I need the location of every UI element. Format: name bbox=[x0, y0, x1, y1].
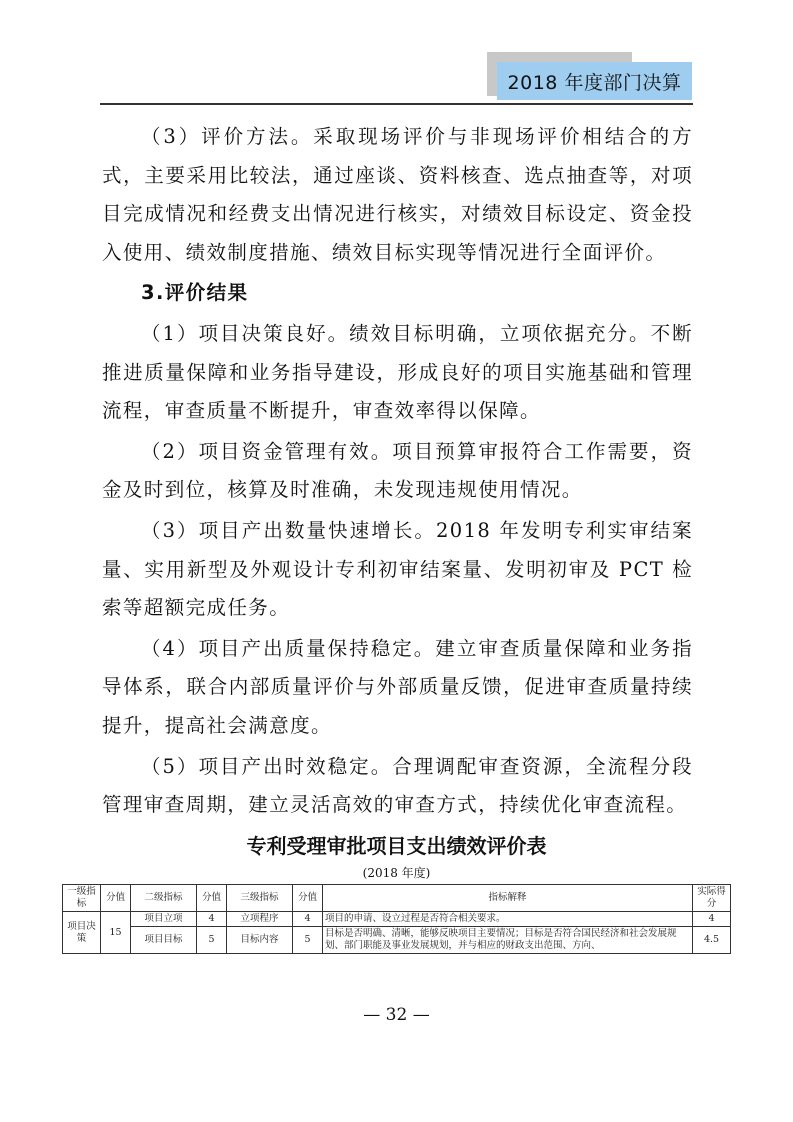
table-title: 专利受理审批项目支出绩效评价表 bbox=[246, 834, 547, 858]
table-row bbox=[63, 912, 731, 927]
paragraph-result-4: （4）项目产出质量保持稳定。建立审查质量保障和业务指导体系，联合内部质量评价与外部质量反馈，促进审查质量持续提升，提高社会满意度。 bbox=[102, 636, 693, 737]
header-cell: 实际得分 bbox=[693, 885, 731, 912]
level2-score: 4 bbox=[197, 912, 227, 927]
evaluation-table bbox=[62, 884, 731, 954]
indicator-explanation: 目标是否明确、清晰，能够反映项目主要情况；目标是否符合国民经济和社会发展规划、部门职能及事业发展规划，并与相应的财政支出范围、方向、 bbox=[323, 927, 693, 954]
header-cell: 分值 bbox=[197, 885, 227, 912]
body-text bbox=[102, 118, 693, 827]
header-cell: 二级指标 bbox=[131, 885, 197, 912]
header-title: 2018 年度部门决算 bbox=[507, 71, 682, 94]
indicator-explanation: 项目的申请、设立过程是否符合相关要求。 bbox=[323, 912, 693, 927]
header-cell: 分值 bbox=[293, 885, 323, 912]
actual-score: 4.5 bbox=[693, 927, 731, 954]
level2-indicator: 项目目标 bbox=[131, 927, 197, 954]
level3-score: 4 bbox=[293, 912, 323, 927]
paragraph-result-3: （3）项目产出数量快速增长。2018 年发明专利实审结案量、实用新型及外观设计专利初审结案量、发明初审及 PCT 检索等超额完成任务。 bbox=[102, 518, 693, 620]
level1-score: 15 bbox=[101, 912, 131, 954]
header-title-box bbox=[497, 62, 692, 100]
header-cell: 一级指标 bbox=[63, 885, 101, 912]
header-cell: 指标解释 bbox=[323, 885, 693, 912]
level3-score: 5 bbox=[293, 927, 323, 954]
paragraph-result-1: （1）项目决策良好。绩效目标明确，立项依据充分。不断推进质量保障和业务指导建设，形成良好的项目实施基础和管理流程，审查质量不断提升，审查效率得以保障。 bbox=[102, 321, 693, 423]
table-row bbox=[63, 927, 731, 954]
section-heading: 3.评价结果 bbox=[141, 281, 249, 305]
level3-indicator: 立项程序 bbox=[227, 912, 293, 927]
page-number: — 32 — bbox=[363, 1005, 430, 1025]
level3-indicator: 目标内容 bbox=[227, 927, 293, 954]
level1-indicator: 项目决策 bbox=[63, 912, 101, 954]
table-header-row bbox=[63, 885, 731, 912]
header-cell: 三级指标 bbox=[227, 885, 293, 912]
level2-indicator: 项目立项 bbox=[131, 912, 197, 927]
paragraph-result-2: （2）项目资金管理有效。项目预算审报符合工作需要，资金及时到位，核算及时准确，未发现违规使用情况。 bbox=[102, 439, 693, 502]
paragraph-evaluation-method: （3）评价方法。采取现场评价与非现场评价相结合的方式，主要采用比较法，通过座谈、资料核查、选点抽查等，对项目完成情况和经费支出情况进行核实，对绩效目标设定、资金投入使用、绩效制度措施、绩效目标实现等情况进行全面评价。 bbox=[102, 125, 693, 264]
level2-score: 5 bbox=[197, 927, 227, 954]
table-year: (2018 年度) bbox=[362, 866, 431, 880]
header-cell: 分值 bbox=[101, 885, 131, 912]
paragraph-result-5: （5）项目产出时效稳定。合理调配审查资源，全流程分段管理审查周期，建立灵活高效的审查方式，持续优化审查流程。 bbox=[102, 754, 693, 817]
header-rule bbox=[100, 103, 693, 105]
actual-score: 4 bbox=[693, 912, 731, 927]
